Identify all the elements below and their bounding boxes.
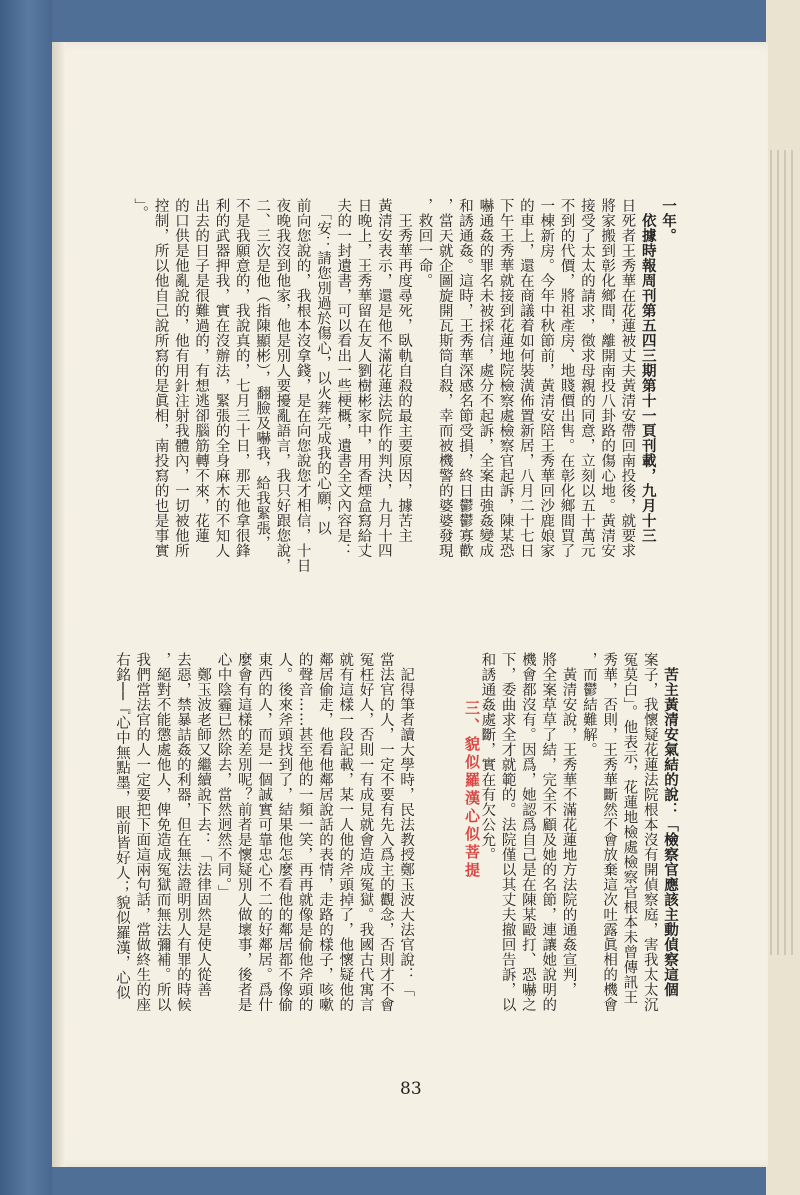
page-gutter-shadow — [52, 42, 66, 1167]
text-column: 鄭玉波老師又繼續說下去：「法律固然是使人從善 — [195, 652, 212, 997]
text-column: 接受了太太的請求，徵求母親的同意，立刻以五十萬元 — [578, 198, 595, 558]
text-column: 當法官的人，一定不要有先入爲主的觀念，否則才不會 — [377, 652, 394, 1012]
bottom-text-block — [113, 652, 680, 1080]
text-column: ，絕對不能懲處他人，俾免造成冤獄而無法彌補。所以 — [154, 652, 171, 1012]
text-column: 記得筆者讀大學時，民法教授鄭玉波大法官說：「 — [398, 652, 415, 997]
text-column: 出去的日子是很難過的，有想逃卻腦筋轉不來，花蓮 — [193, 198, 210, 543]
text-column: 嚇通姦的罪名未被採信，處分不起訴，全案由強姦變成 — [477, 198, 494, 558]
text-column: 前向您說的，我根本沒拿錢，是在向您說您才相信，十日 — [294, 198, 311, 573]
text-column: 麼會有這樣的差別呢？前者是懷疑別人做壞事，後者是 — [235, 652, 252, 1012]
text-column: 控制，所以他自己說所寫的是眞相，南投寫的也是事實 — [152, 198, 169, 558]
text-column: 秀華，否則，王秀華斷然不會放棄這次吐露眞相的機會 — [601, 652, 618, 1012]
text-column: 冤枉好人，否則一有成見就會造成冤獄。我國古代寓言 — [357, 652, 374, 1012]
text-column: 下，委曲求全才就範的。法院僅以其丈夫撤回告訴，以 — [499, 652, 516, 1012]
text-column: ，而鬱結難解。 — [580, 652, 597, 757]
text-column — [436, 652, 456, 1080]
text-column: 的車上，還在商議着如何裝潢佈置新居，八月二十七日 — [517, 198, 534, 558]
text-column: 」。 — [132, 198, 149, 221]
text-column: 就有這樣一段記載，某一人他的斧頭掉了，他懷疑他的 — [337, 652, 354, 1012]
text-column: 不是我願意的，我說真的，七月三十日，那天他拿很鋒 — [233, 198, 250, 558]
adjacent-page-edge — [766, 0, 800, 1195]
text-column: 鄰居偷走，他看他鄰居說話的表情，走路的樣子，咳嗽 — [316, 652, 333, 1012]
text-column: 夫的一封遺書，可以看出一些梗概，遺書全文內容是： — [335, 198, 352, 558]
text-column: 依據時報周刊第五四三期第十一頁刊載，九月十三 — [639, 198, 657, 543]
text-column: ，當天就企圖旋開瓦斯筒自殺，幸而被機警的婆婆發現 — [436, 198, 453, 558]
text-column: 一棟新房。今年中秋節前，黃清安陪王秀華回沙鹿娘家 — [538, 198, 555, 558]
text-column: 和誘通姦。這時，王秀華深感名節受損，終日鬱鬱寡歡 — [457, 198, 474, 558]
text-column: 冤莫白」。他表示，花蓮地檢處檢察官根本未曾傳訊王 — [621, 652, 638, 1005]
text-column: 黃清安表示，還是他不滿花蓮法院作的判決，九月十四 — [375, 198, 392, 558]
text-column: 機會都沒有。因爲，她認爲自己是在陳某毆打、恐嚇之 — [519, 652, 536, 1012]
text-column: 一年。 — [660, 198, 677, 243]
text-column: 夜晚我沒到他家，他是別人要擾亂語言，我只好跟您說， — [274, 198, 291, 573]
text-column: 利的武器押我，實在沒辦法，緊張的全身麻木的不知人 — [213, 198, 230, 558]
text-column: 將全案草草了結，完全不顧及她的名節，連讓她說明的 — [540, 652, 557, 1012]
text-column: 案子，我懷疑花蓮法院根本沒有開偵察庭，害我太太沉 — [641, 652, 658, 1012]
book-cover-edge-left — [0, 0, 52, 1195]
text-column: 日晚上，王秀華留在友人劉樹彬家中，用香煙盒寫給丈 — [355, 198, 372, 558]
page-number: 83 — [400, 1079, 422, 1099]
text-column: 東西的人，而是一個誠實可靠忠心不二的好鄰居。爲什 — [256, 652, 273, 1012]
text-column — [416, 652, 436, 1080]
section-heading: 三、貌似羅漢心似菩提 — [463, 700, 481, 880]
text-column: 不到的代價，將祖產房、地賤價出售。在彰化鄉間買了 — [558, 198, 575, 558]
text-column: 我們當法官的人一定要把下面這兩句話，當做終生的座 — [134, 652, 151, 1012]
text-column: 心中陰霾已然除去，當然迥然不同。」 — [215, 652, 232, 900]
top-text-block — [118, 198, 678, 621]
text-column: 日死者王秀華在花蓮被丈夫黃清安帶回南投後，就要求 — [619, 198, 636, 558]
text-column: 的口供是他亂說的，他有用針注射我體內，一切被他所 — [172, 198, 189, 558]
text-column: 下午王秀華就接到花蓮地院檢察處檢察官起訴，陳某恐 — [497, 198, 514, 558]
text-column: 的聲音……甚至他的一頻一笑，再再就像是偷他斧頭的 — [296, 652, 313, 1012]
text-column: ，救回一命。 — [416, 198, 433, 288]
text-column: 「安：請您別過於傷心，以火葬完成我的心願，以 — [314, 198, 331, 536]
text-column: 二、三次是他（指陳顯彬），翻臉及嚇我，給我緊張， — [254, 198, 271, 551]
text-column: 王秀華再度尋死，臥軌自殺的最主要原因，據苦主 — [396, 198, 413, 543]
text-column: 右銘──『心中無點墨，眼前皆好人；貌似羅漢，心似 — [113, 652, 130, 1001]
text-column: 將家搬到彰化鄉間，離開南投八卦路的傷心地。黃清安 — [599, 198, 616, 558]
text-column: 和誘通姦處斷，實在有欠公允。 — [479, 652, 496, 862]
text-column: 苦主黃清安氣結的說：「檢察官應該主動偵察這個 — [662, 652, 679, 997]
text-column: 黃清安說，王秀華不滿花蓮地方法院的通姦宣判， — [560, 652, 577, 997]
text-column: 人。後來斧頭找到了，結果他怎麼看他的鄰居都不像偷 — [276, 652, 293, 1012]
text-column: 去惡，禁暴詰姦的利器，但在無法證明別人有罪的時候 — [174, 652, 191, 1012]
